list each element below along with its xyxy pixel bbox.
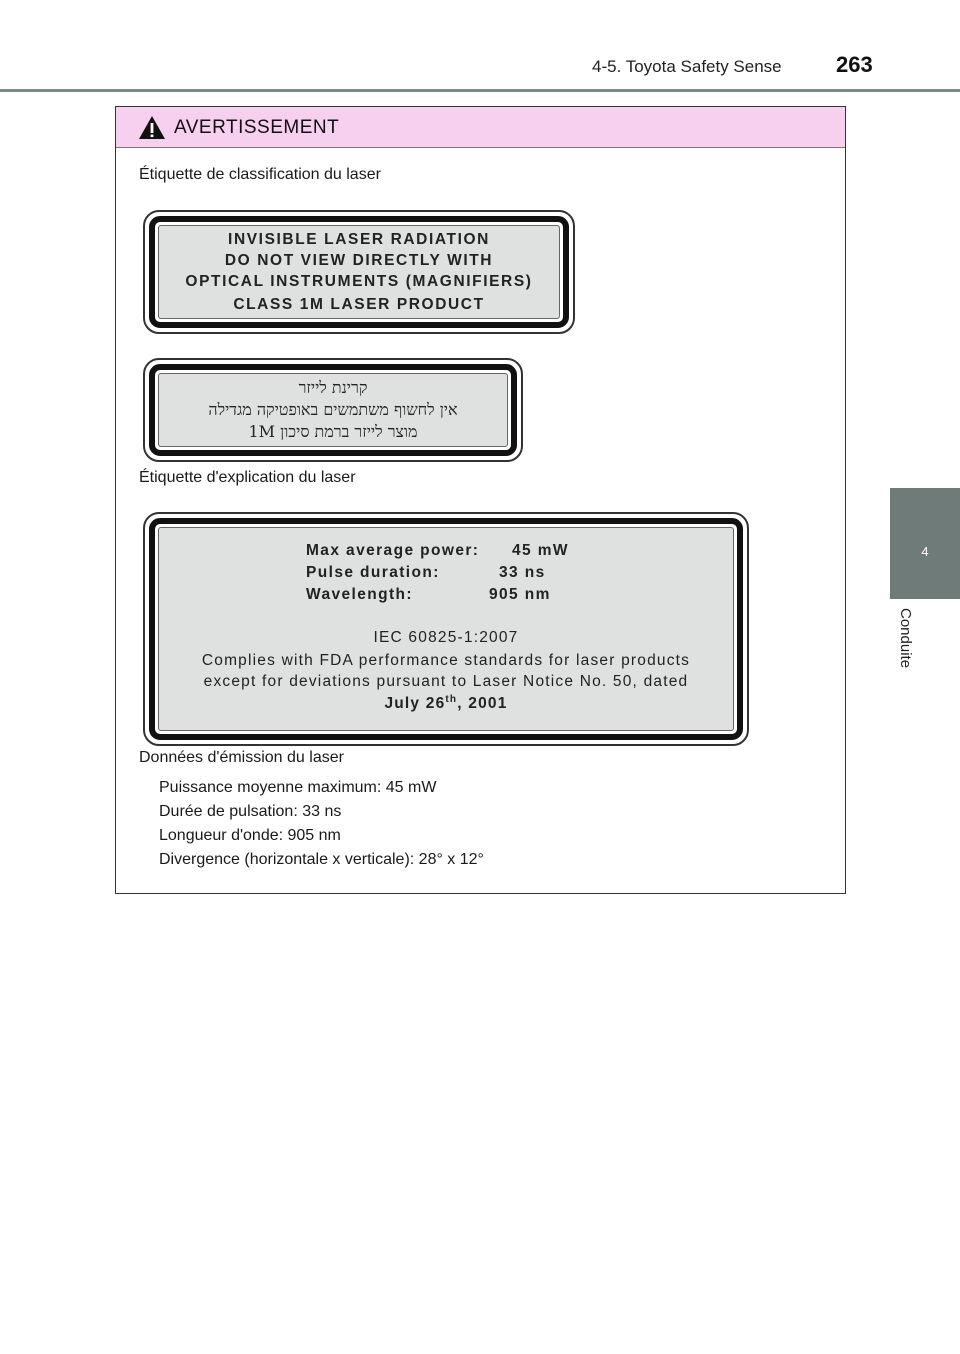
warning-title: AVERTISSEMENT: [174, 117, 340, 138]
explanation-label: [143, 512, 749, 746]
label-line: אין לחשוף משתמשים באופטיקה מגדילה: [208, 400, 458, 419]
spec-pulse-label: Pulse duration:: [306, 564, 440, 581]
section-title: 4-5. Toyota Safety Sense: [592, 57, 782, 76]
label-face: [158, 373, 508, 447]
warning-triangle-icon: [138, 115, 166, 145]
chapter-tab: [890, 488, 960, 599]
label-line: INVISIBLE LASER RADIATION: [228, 231, 490, 248]
classification-label-english: [143, 210, 575, 334]
label-line: DO NOT VIEW DIRECTLY WITH: [224, 252, 494, 269]
chapter-number: 4: [921, 544, 929, 559]
classification-caption: Étiquette de classification du laser: [139, 166, 381, 183]
spec-wave-label: Wavelength:: [306, 586, 413, 603]
label-line: קרינת לייזר: [298, 378, 368, 397]
label-line: OPTICAL INSTRUMENTS (MAGNIFIERS): [185, 273, 533, 290]
spec-power-value: 45 mW: [512, 542, 569, 559]
compliance-line: Complies with FDA performance standards for laser products: [201, 652, 691, 669]
emission-item: Divergence (horizontale x verticale): 28° x 12°: [159, 851, 484, 868]
compliance-line: except for deviations pursuant to Laser Notice No. 50, dated: [203, 673, 689, 690]
warning-header: [116, 107, 845, 148]
spec-wave-value: 905 nm: [489, 586, 551, 603]
emission-item: Durée de pulsation: 33 ns: [159, 803, 342, 820]
label-face: [158, 225, 560, 319]
emission-item: Longueur d'onde: 905 nm: [159, 827, 341, 844]
page-number: 263: [836, 52, 873, 77]
classification-label-hebrew: [143, 358, 523, 462]
chapter-label: Conduite: [897, 608, 914, 669]
label-line: CLASS 1M LASER PRODUCT: [233, 296, 485, 313]
header-divider: [0, 89, 960, 92]
standard-text: IEC 60825-1:2007: [373, 629, 519, 646]
spec-pulse-value: 33 ns: [499, 564, 546, 581]
date-superscript: th: [445, 694, 458, 705]
date-year: , 2001: [457, 695, 508, 713]
explanation-caption: Étiquette d'explication du laser: [139, 469, 356, 486]
date-main: July 26: [384, 695, 446, 713]
emission-item: Puissance moyenne maximum: 45 mW: [159, 779, 437, 796]
spec-power-label: Max average power:: [306, 542, 480, 559]
label-face: [158, 527, 734, 731]
emission-title: Données d'émission du laser: [139, 749, 344, 766]
compliance-date: [159, 694, 733, 713]
label-line: מוצר לייזר ברמת סיכון 1M: [248, 422, 418, 441]
